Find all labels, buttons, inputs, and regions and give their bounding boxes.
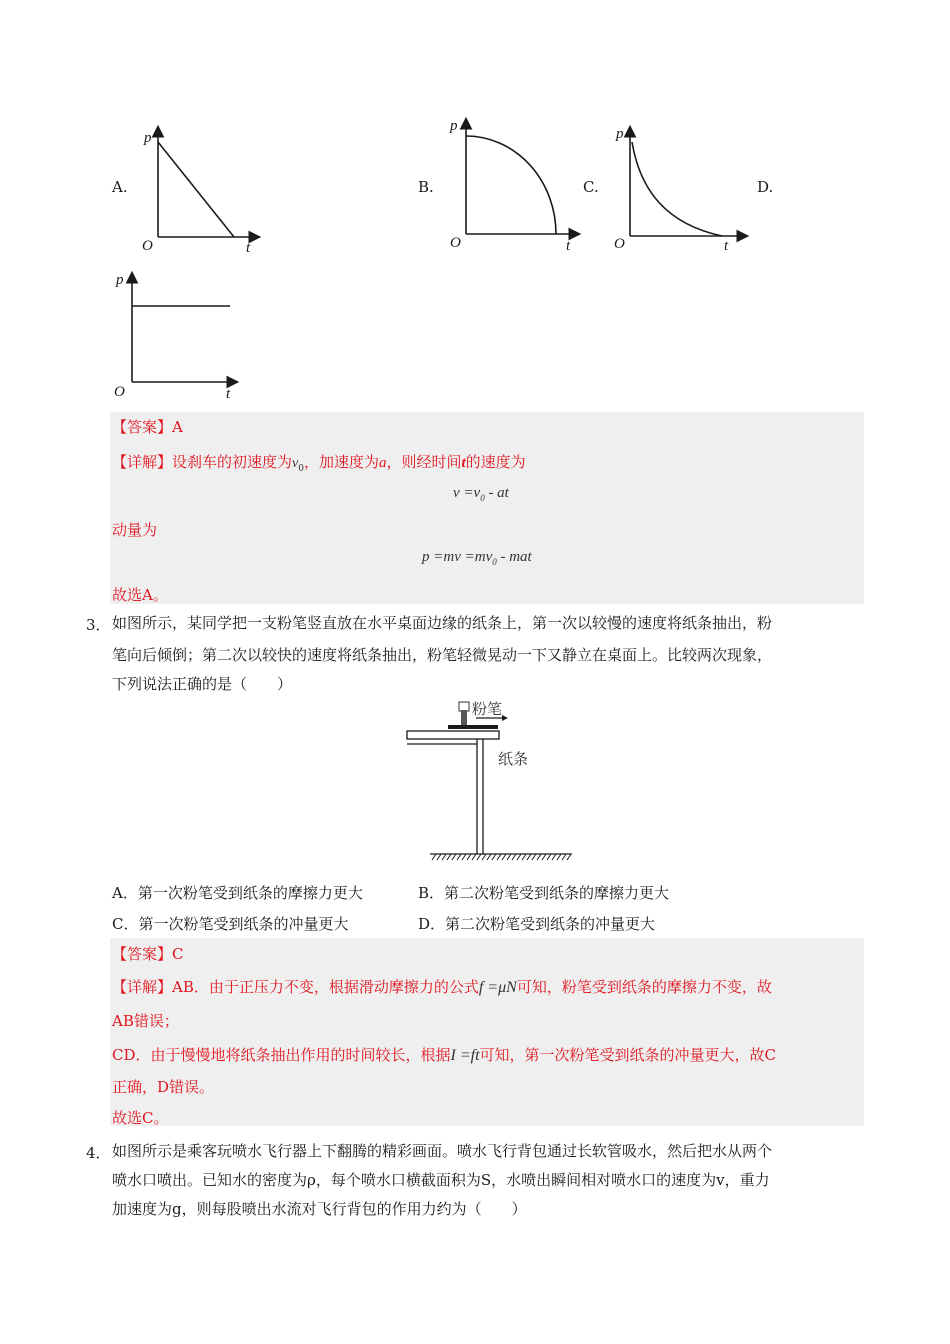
t-axis-label: t (724, 238, 729, 254)
q2-detail (112, 451, 526, 474)
q3-option-b: B．第二次粉笔受到纸条的摩擦力更大 (418, 884, 670, 902)
q2-equation-1 (453, 485, 509, 503)
q3-option-a: A．第一次粉笔受到纸条的摩擦力更大 (112, 884, 363, 902)
q2-v0: v (292, 456, 299, 471)
option-c-label: C. (583, 178, 599, 196)
t-axis-label: t (566, 238, 571, 254)
q2-eq1-tail: - at (484, 485, 509, 501)
q3-line-1: 如图所示，某同学把一支粉笔竖直放在水平桌面边缘的纸条上，第一次以较慢的速度将纸条抽出，粉 (112, 614, 773, 632)
q3-figure (400, 694, 590, 866)
q2-momentum-label: 动量为 (112, 521, 158, 539)
q3-detail-line-4: 正确，D错误。 (112, 1078, 215, 1096)
q3-detail-line-2: AB错误； (112, 1012, 179, 1030)
q2-equation-2 (422, 549, 532, 567)
q2-eq1-main: v =v (453, 485, 481, 501)
chalk-label: 粉笔 (472, 700, 503, 718)
q3-detail-line-3 (112, 1044, 776, 1065)
q3-option-d: D．第二次粉笔受到纸条的冲量更大 (418, 915, 656, 933)
q3-detail-line-1 (112, 976, 772, 997)
q2-eq2-tail: - mat (496, 549, 532, 565)
ground-hatch (432, 854, 571, 860)
option-a-label: A. (112, 178, 128, 196)
momentum-curve (466, 136, 556, 234)
q3-d1-post: 可知，粉笔受到纸条的摩擦力不变，故 (516, 978, 772, 996)
t-axis-label: t (226, 386, 231, 402)
q4-line-2: 喷水口喷出。已知水的密度为ρ，每个喷水口横截面积为S，水喷出瞬间相对喷水口的速度为v，重力 (112, 1171, 770, 1189)
p-axis-label: p (450, 118, 458, 134)
q3-impulse-formula: I =ft (450, 1047, 480, 1064)
p-axis-label: p (116, 272, 124, 288)
p-axis-label: p (616, 126, 624, 142)
origin-label: O (114, 384, 125, 400)
q2-v0-sub: 0 (298, 464, 304, 474)
q3-number: 3． (86, 616, 111, 634)
graph-a (130, 118, 270, 258)
q3-option-c: C．第一次粉笔受到纸条的冲量更大 (112, 915, 349, 933)
q4-number: 4． (86, 1144, 111, 1162)
graph-c (606, 120, 756, 260)
q2-detail-mid: ，加速度为 (303, 453, 379, 471)
paper-strip (448, 725, 498, 729)
momentum-curve (158, 142, 234, 237)
origin-label: O (614, 236, 625, 252)
momentum-curve (632, 142, 722, 236)
q3-answer: 【答案】C (112, 945, 184, 963)
q3-conclusion: 故选C。 (112, 1109, 169, 1127)
chalk-icon (461, 710, 467, 726)
t-axis-label: t (246, 240, 251, 256)
option-d-label: D. (757, 178, 774, 196)
paper-label: 纸条 (498, 750, 529, 768)
q3-answer-panel (110, 938, 864, 1126)
option-b-label: B. (418, 178, 434, 196)
origin-label: O (142, 238, 153, 254)
table-top (407, 731, 499, 739)
q2-eq1-sub: 0 (480, 493, 485, 503)
p-axis-label: p (144, 130, 152, 146)
q2-detail-mid2: ，则经时间 (386, 453, 462, 471)
q3-d3-post: 可知，第一次粉笔受到纸条的冲量更大，故C (479, 1046, 777, 1064)
q2-a: a (378, 455, 387, 471)
q3-d1-pre: 【详解】AB．由于正压力不变，根据滑动摩擦力的公式 (112, 978, 479, 996)
q2-conclusion: 故选A。 (112, 586, 168, 604)
chalk-top (459, 702, 469, 711)
q2-eq2-sub: 0 (492, 557, 497, 567)
q3-friction-formula: f =μN (478, 979, 517, 996)
q4-line-3: 加速度为g，则每股喷出水流对飞行背包的作用力约为（ ） (112, 1200, 527, 1218)
q2-t: t (461, 455, 466, 471)
q4-line-1: 如图所示是乘客玩喷水飞行器上下翻腾的精彩画面。喷水飞行背包通过长软管吸水，然后把水从两个 (112, 1142, 773, 1160)
q3-line-3: 下列说法正确的是（ ） (112, 675, 293, 693)
origin-label: O (450, 235, 461, 251)
q2-eq2-main: p =mv =mv (422, 549, 493, 565)
q2-answer-panel (110, 412, 864, 604)
q3-d3-pre: CD．由于慢慢地将纸条抽出作用的时间较长，根据 (112, 1046, 451, 1064)
pull-arrow-head (502, 715, 508, 721)
q2-detail-prefix: 【详解】设刹车的初速度为 (112, 453, 293, 471)
graph-b (440, 112, 590, 258)
q2-detail-suffix: 的速度为 (465, 453, 526, 471)
graph-d (104, 264, 254, 404)
q3-line-2: 笔向后倾倒；第二次以较快的速度将纸条抽出，粉笔轻微晃动一下又静立在桌面上。比较两次现象， (112, 646, 773, 664)
q2-answer: 【答案】A (112, 418, 183, 436)
